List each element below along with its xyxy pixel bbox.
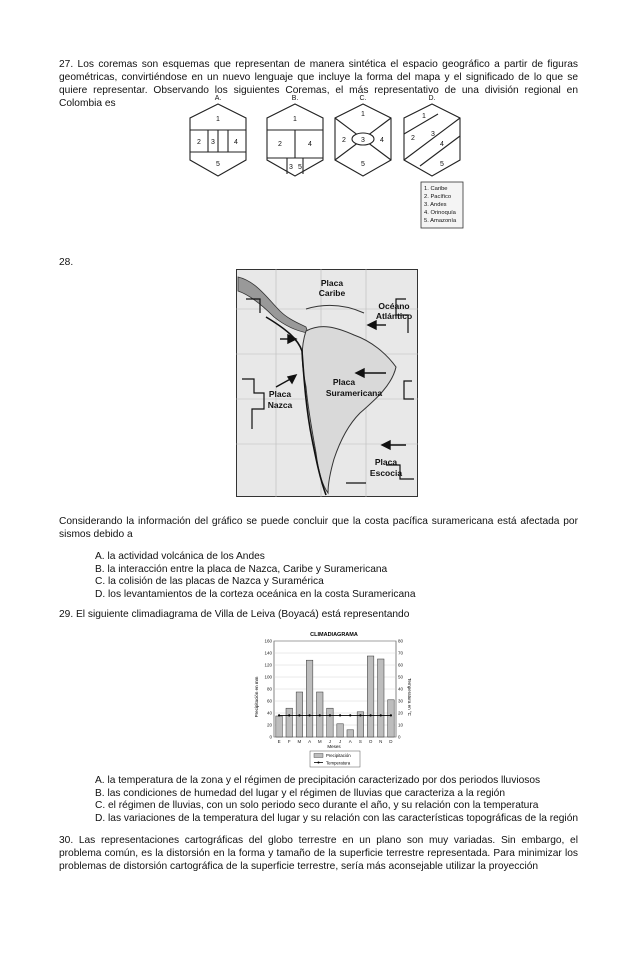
legend-item-andes: 3. Andes — [424, 202, 447, 208]
svg-text:1: 1 — [361, 111, 365, 118]
chart-point-temperatura — [288, 714, 290, 716]
chart-y2tick-label: 50 — [398, 674, 404, 680]
chart-point-temperatura — [369, 714, 371, 716]
chart-point-temperatura — [380, 714, 382, 716]
svg-text:2: 2 — [197, 139, 201, 146]
svg-text:5: 5 — [440, 161, 444, 168]
chart-xtick-label: M — [317, 739, 322, 744]
map-label-oceano-atlantico-2: Atlántico — [375, 311, 413, 321]
chart-xtick-label: F — [287, 739, 291, 744]
svg-text:4: 4 — [234, 139, 238, 146]
chart-y2tick-label: 10 — [398, 722, 404, 728]
question-29-text: 29. El siguiente climadiagrama de Villa de Leiva (Boyacá) está representando — [59, 609, 410, 620]
map-label-oceano-atlantico-1: Océano — [378, 301, 410, 311]
question-27-text: 27. Los coremas son esquemas que representan de manera sintética el espacio geográfico a partir de figuras geométricas, convirtiéndose en un nuevo lenguaje que incluye la forma del mapa y el significado de lo que se quiere representar. Observando los siguientes Coremas, el más representativo de una división regional en Colombia es — [59, 59, 578, 109]
map-label-placa-escocia-2: Escocia — [369, 468, 403, 478]
legend-item-pacifico: 2. Pacífico — [424, 194, 452, 200]
chart-bar-precipitacion — [377, 659, 384, 737]
map-label-placa-suramericana-1: Placa — [332, 377, 356, 387]
svg-text:4: 4 — [308, 141, 312, 148]
chart-xtick-label: N — [379, 739, 383, 744]
q28-option-b: B. la interacción entre la placa de Nazca, Caribe y Suramericana — [95, 563, 388, 575]
q28-option-a: A. la actividad volcánica de los Andes — [95, 551, 265, 562]
chart-xtick-label: J — [338, 739, 342, 744]
chart-ytick-label: 60 — [266, 698, 272, 704]
chart-xtick-label: M — [297, 739, 302, 744]
q29-option-c: C. el régimen de lluvias, con un solo periodo seco durante el año, y su relación con la temperatura — [95, 800, 539, 811]
svg-text:3: 3 — [211, 139, 215, 146]
svg-text:1: 1 — [422, 113, 426, 120]
svg-text:4: 4 — [380, 137, 384, 144]
question-30-text: 30. Las representaciones cartográficas del globo terrestre en un plano son muy variadas. Sin embargo, el problema común, es la distorsión en la forma y tamaño de la superficie terrestre representada. Para minimizar los problemas de distorsión cartográfica de la superficie terrestre, sería más aconsejable utilizar la proyección — [59, 835, 578, 872]
corema-b-label: B. — [291, 95, 299, 102]
chart-ytick-label: 0 — [269, 734, 272, 740]
chart-xtick-label: S — [358, 739, 362, 744]
chart-point-temperatura — [339, 714, 341, 716]
chart-bar-precipitacion — [306, 660, 313, 737]
legend-item-orinoquia: 4. Orinoquía — [424, 210, 456, 216]
chart-y2tick-label: 70 — [398, 650, 404, 656]
chart-xtick-label: A — [348, 739, 352, 744]
chart-xtick-label: E — [277, 739, 281, 744]
chart-y2tick-label: 60 — [398, 662, 404, 668]
chart-y2label: Temperatura en °C — [407, 678, 412, 716]
chart-point-temperatura — [349, 714, 351, 716]
svg-text:2: 2 — [342, 137, 346, 144]
chart-title: CLIMADIAGRAMA — [310, 632, 358, 638]
chart-point-temperatura — [329, 714, 331, 716]
chart-ytick-label: 120 — [264, 662, 272, 668]
map-label-placa-caribe-2: Caribe — [318, 288, 346, 298]
chart-bar-precipitacion — [276, 716, 283, 737]
svg-text:5: 5 — [361, 161, 365, 168]
svg-text:3: 3 — [431, 131, 435, 138]
question-28-text: Considerando la información del gráfico se puede concluir que la costa pacífica suramericana está afectada por sismos debido a — [59, 516, 578, 540]
chart-point-temperatura — [390, 714, 392, 716]
q28-option-d: D. los levantamientos de la corteza oceánica en la costa Suramericana — [95, 588, 416, 600]
chart-bar-precipitacion — [337, 724, 344, 737]
svg-text:1: 1 — [293, 116, 297, 123]
corema-a-label: A. — [214, 95, 222, 102]
q29-option-b: B. las condiciones de humedad del lugar y el régimen de lluvias que caracteriza a la región — [95, 787, 506, 799]
chart-ytick-label: 20 — [266, 722, 272, 728]
climadiagrama-chart — [252, 627, 412, 769]
q29-option-d: D. las variaciones de la temperatura del lugar y su relación con las características topográficas de la región — [95, 812, 579, 824]
chart-y2tick-label: 0 — [398, 734, 401, 740]
chart-point-temperatura — [319, 714, 321, 716]
chart-point-temperatura — [359, 714, 361, 716]
q28-option-c: C. la colisión de las placas de Nazca y Suramérica — [95, 576, 324, 587]
chart-ytick-label: 160 — [264, 638, 272, 644]
legend-label-precipitacion: Precipitación — [326, 753, 351, 758]
svg-text:5: 5 — [216, 161, 220, 168]
chart-ytick-label: 40 — [266, 710, 272, 716]
chart-bar-precipitacion — [367, 656, 374, 737]
question-28-number: 28. — [59, 257, 74, 268]
chart-y2tick-label: 40 — [398, 686, 404, 692]
svg-text:1: 1 — [216, 116, 220, 123]
svg-text:3: 3 — [361, 137, 365, 144]
chart-y2tick-label: 20 — [398, 710, 404, 716]
map-label-placa-escocia-1: Placa — [374, 457, 398, 467]
chart-xtick-label: D — [389, 739, 393, 744]
chart-ytick-label: 140 — [264, 650, 272, 656]
chart-bar-precipitacion — [347, 730, 354, 737]
chart-xlabel: Meses — [327, 744, 341, 749]
question-29-options — [95, 775, 595, 825]
map-label-placa-nazca-1: Placa — [268, 389, 292, 399]
chart-xtick-label: A — [308, 739, 312, 744]
chart-point-temperatura — [278, 714, 280, 716]
legend-label-temperatura: Temperatura — [326, 760, 351, 766]
chart-ytick-label: 80 — [266, 686, 272, 692]
coremas-figure — [180, 94, 470, 234]
svg-text:5: 5 — [298, 164, 302, 171]
map-label-placa-nazca-2: Nazca — [267, 400, 293, 410]
corema-c-label: C. — [359, 95, 367, 102]
svg-text:3: 3 — [289, 164, 293, 171]
chart-point-temperatura — [308, 714, 310, 716]
corema-d-label: D. — [428, 95, 436, 102]
map-label-placa-suramericana-2: Suramericana — [325, 388, 383, 398]
chart-bar-precipitacion — [327, 708, 334, 737]
chart-bar-precipitacion — [286, 708, 293, 737]
q29-option-a: A. la temperatura de la zona y el régimen de precipitación caracterizado por dos periodos lluviosos — [95, 775, 541, 786]
chart-bar-precipitacion — [388, 700, 395, 737]
chart-xtick-label: O — [368, 739, 373, 744]
legend-item-amazonia: 5. Amazonía — [424, 218, 457, 224]
chart-xtick-label: J — [328, 739, 332, 744]
chart-y2tick-label: 80 — [398, 638, 404, 644]
svg-text:2: 2 — [411, 135, 415, 142]
chart-ylabel: Precipitación en mm — [254, 676, 259, 718]
svg-text:2: 2 — [278, 141, 282, 148]
question-28-options — [95, 551, 595, 601]
legend-item-caribe: 1. Caribe — [424, 186, 448, 192]
chart-y2tick-label: 30 — [398, 698, 404, 704]
chart-ytick-label: 100 — [264, 674, 272, 680]
chart-point-temperatura — [298, 714, 300, 716]
legend-swatch-precipitacion — [314, 754, 323, 758]
map-label-placa-caribe-1: Placa — [320, 278, 344, 288]
tectonic-plates-map — [236, 269, 418, 497]
svg-text:4: 4 — [440, 141, 444, 148]
